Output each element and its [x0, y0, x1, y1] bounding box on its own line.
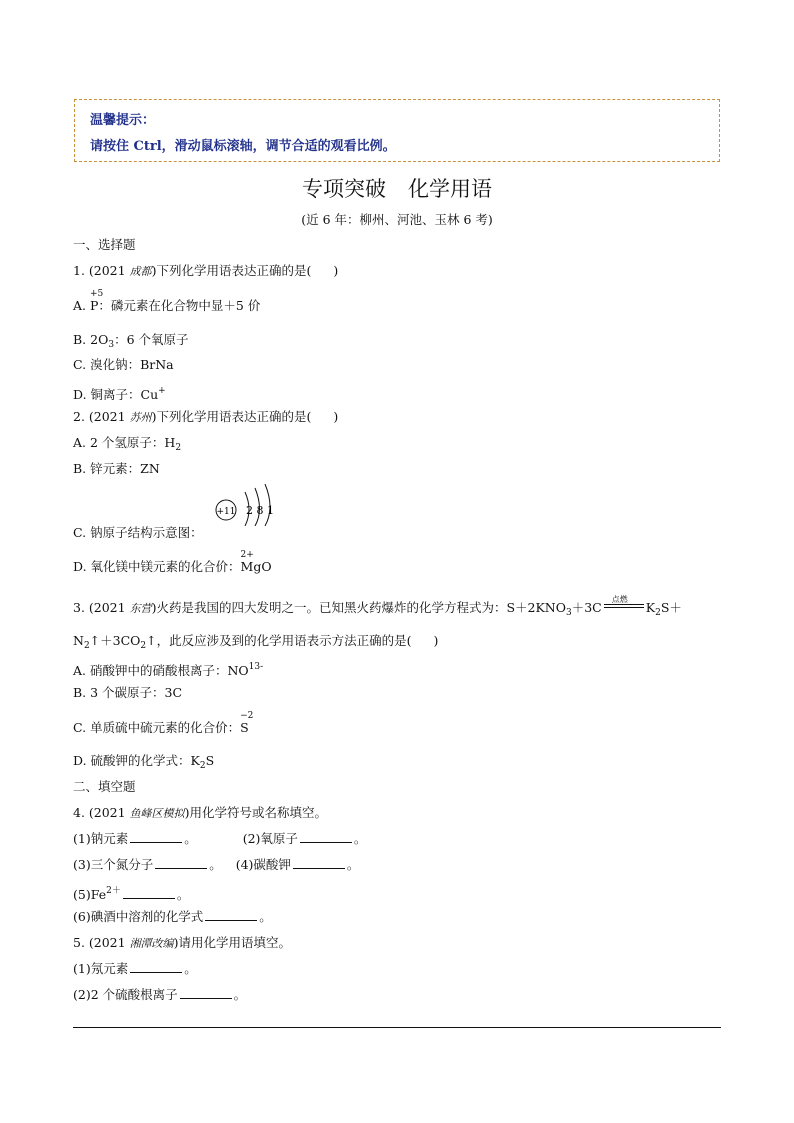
- question-3-option-b: B. 3 个碳原子：3C: [73, 685, 183, 700]
- question-3-option-d: D. 硫酸钾的化学式：$K_2S$: [73, 753, 215, 771]
- tip-box: [74, 99, 720, 162]
- question-3-stem-line-2: $N_2↑+3CO_2↑$，此反应涉及到的化学用语表示方法正确的是( ): [73, 633, 439, 651]
- question-3-option-a: A. 硝酸钾中的硝酸根离子：$NO^{13-}$: [73, 662, 264, 678]
- answer-blank[interactable]: [123, 887, 175, 899]
- question-source: 鱼峰区模拟: [129, 807, 185, 820]
- answer-blank[interactable]: [155, 857, 207, 869]
- page-title: [0, 173, 794, 203]
- page-subtitle: (近 6 年：柳州、河池、玉林 6 考): [301, 212, 493, 227]
- question-3-stem: 3. (2021 东营)火药是我国的四大发明之一。已知黑火药爆炸的化学方程式为：$S+2KNO_3+3C$ 点燃 $K_2S+$: [73, 595, 682, 618]
- question-2-stem: 2. (2021 苏州)下列化学用语表达正确的是( ): [73, 409, 339, 424]
- title-part-2: 化学用语: [408, 177, 492, 201]
- question-1-option-b: B. $2O_3$：6 个氧原子: [73, 332, 189, 350]
- section-heading-choice: 一、选择题: [73, 237, 136, 252]
- question-source: 苏州: [129, 411, 152, 424]
- section-heading-fill: 二、填空题: [73, 779, 136, 794]
- question-source: 湘潭改编: [129, 937, 174, 950]
- atom-nucleus-label: +11: [216, 507, 236, 517]
- question-5-stem: 5. (2021 湘潭改编)请用化学用语填空。: [73, 935, 291, 950]
- sodium-atom-structure-diagram: [215, 484, 285, 526]
- question-1-option-d: D. 铜离子：Cu+: [73, 386, 166, 402]
- footer-divider: [73, 1027, 721, 1028]
- question-4-row-4: (6)碘酒中溶剂的化学式 。: [73, 909, 272, 924]
- question-1-option-a: A. +5 P：磷元素在化合物中显＋5 价: [73, 289, 261, 313]
- question-5-row-2: (2)2 个硫酸根离子 。: [73, 987, 247, 1002]
- question-4-row-1: (1)钠元素 。 (2)氧原子 。: [73, 831, 367, 846]
- answer-blank[interactable]: [130, 961, 182, 973]
- title-part-1: 专项突破: [302, 177, 386, 201]
- question-5-row-1: (1)氖元素 。: [73, 961, 197, 976]
- question-3-option-c: C. 单质硫中硫元素的化合价： −2 S: [73, 711, 254, 735]
- answer-blank[interactable]: [130, 831, 182, 843]
- question-2-option-c: C. 钠原子结构示意图：: [73, 525, 203, 540]
- atom-shell-electrons: 2 8 1: [246, 504, 274, 517]
- question-4-row-3: $(5)Fe^{2+}$ 。: [73, 886, 190, 902]
- question-1-option-c: C. 溴化钠：BrNa: [73, 357, 174, 372]
- question-2-option-a: A. 2 个氢原子：$H_2$: [73, 435, 182, 453]
- question-4-stem: 4. (2021 鱼峰区模拟)用化学符号或名称填空。: [73, 805, 327, 820]
- question-4-row-2: (3)三个氮分子 。 (4)碳酸钾 。: [73, 857, 360, 872]
- tip-title: 温馨提示：: [90, 113, 156, 128]
- question-source: 成都: [129, 265, 152, 278]
- question-2-option-d: D. 氧化镁中镁元素的化合价： 2+ MgO: [73, 550, 272, 574]
- answer-blank[interactable]: [293, 857, 345, 869]
- answer-blank[interactable]: [205, 909, 257, 921]
- tip-text: 请按住 Ctrl，滑动鼠标滚轴，调节合适的观看比例。: [90, 139, 396, 154]
- answer-blank[interactable]: [180, 987, 232, 999]
- reaction-equals-sign: 点燃: [604, 603, 644, 611]
- question-1-stem: 1. (2021 成都)下列化学用语表达正确的是( ): [73, 263, 339, 278]
- question-source: 东营: [129, 602, 152, 615]
- answer-blank[interactable]: [300, 831, 352, 843]
- question-2-option-b: B. 锌元素：ZN: [73, 461, 160, 476]
